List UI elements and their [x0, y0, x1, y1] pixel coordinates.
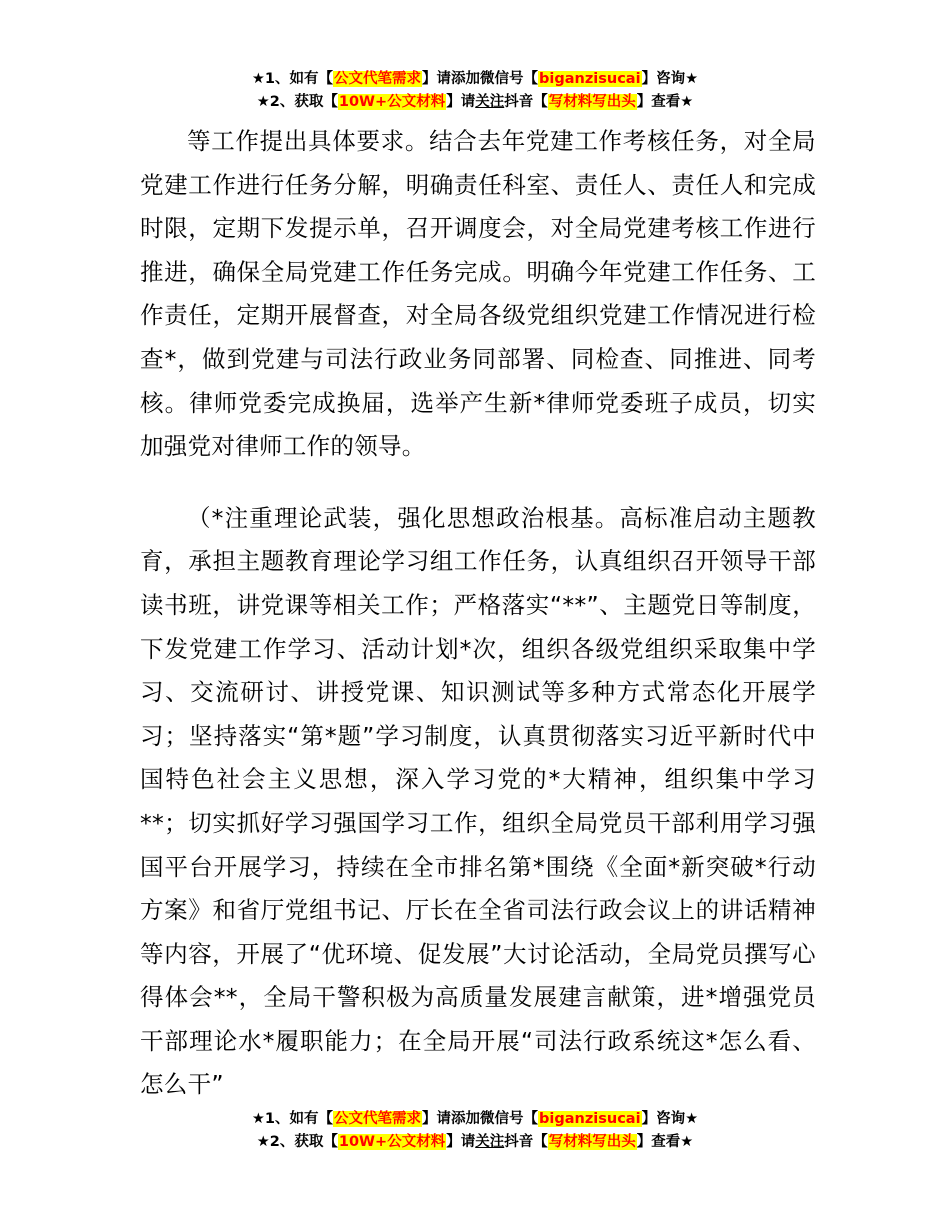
banner-text: 抖音【	[504, 94, 548, 110]
highlight-materials: 10W+公文材料	[338, 94, 446, 110]
banner-line-2	[0, 1131, 950, 1154]
paragraph-2: （*注重理论武装，强化思想政治根基。高标准启动主题教育，承担主题教育理论学习组工作任务，认真组织召开领导干部读书班，讲党课等相关工作；严格落实“**”、主题党日等制度，下发党建工作学习、活动计划*次，组织各级党组织采取集中学习、交流研讨、讲授党课、知识测试等多种方式常态化开展学习；坚持落实“第*题”学习制度，认真贯彻落实习近平新时代中国特色社会主义思想，深入学习党的*大精神，组织集中学习**；切实抓好学习强国学习工作，组织全局党员干部利用学习强国平台开展学习，持续在全市排名第*围绕《全面*新突破*行动方案》和省厅党组书记、厅长在全省司法行政会议上的讲话精神等内容，开展了“优环境、促发展”大讨论活动，全局党员撰写心得体会**，全局干警积极为高质量发展建言献策，进*增强党员干部理论水*履职能力；在全局开展“司法行政系统这*怎么看、怎么干”	[140, 503, 816, 1099]
star-icon: ★	[680, 94, 694, 110]
banner-text: 微信号【	[480, 71, 539, 87]
star-icon: ★	[256, 1134, 270, 1150]
banner-text: 】请	[446, 94, 476, 110]
star-icon: ★	[680, 1134, 694, 1150]
banner-text: 2、获取【	[269, 94, 338, 110]
star-icon: ★	[251, 71, 265, 87]
banner-text: 1、如有【	[264, 1111, 334, 1127]
banner-text: 】查看	[636, 94, 681, 110]
highlight-service: 公文代笔需求	[334, 1111, 422, 1127]
banner-line-1	[0, 1108, 950, 1131]
highlight-wechat-id: biganzisucai	[539, 71, 641, 87]
banner-text: 】请	[446, 1134, 476, 1150]
highlight-materials: 10W+公文材料	[338, 1134, 446, 1150]
banner-line-1	[0, 68, 950, 91]
star-icon: ★	[256, 94, 270, 110]
header-banner	[0, 68, 950, 114]
banner-line-2	[0, 91, 950, 114]
document-body	[140, 120, 816, 1107]
paragraph-1: 等工作提出具体要求。结合去年党建工作考核任务，对全局党建工作进行任务分解，明确责任科室、责任人、责任人和完成时限，定期下发提示单，召开调度会，对全局党建考核工作进行推进，确保全局党建工作任务完成。明确今年党建工作任务、工作责任，定期开展督查，对全局各级党组织党建工作情况进行检查*，做到党建与司法行政业务同部署、同检查、同推进、同考核。律师党委完成换届，选举产生新*律师党委班子成员，切实加强党对律师工作的领导。	[140, 127, 816, 461]
star-icon: ★	[685, 1111, 699, 1127]
highlight-douyin: 写材料写出头	[548, 94, 636, 110]
highlight-wechat-id: biganzisucai	[539, 1111, 641, 1127]
banner-text: 抖音【	[504, 1134, 548, 1150]
banner-text: 】请添加	[422, 1111, 481, 1127]
banner-text: 】请添加	[422, 71, 481, 87]
banner-text-underlined: 关注	[475, 94, 505, 110]
banner-text: 微信号【	[480, 1111, 539, 1127]
banner-text-underlined: 关注	[475, 1134, 505, 1150]
star-icon: ★	[251, 1111, 265, 1127]
banner-text: 2、获取【	[269, 1134, 338, 1150]
highlight-service: 公文代笔需求	[334, 71, 422, 87]
star-icon: ★	[685, 71, 699, 87]
highlight-douyin: 写材料写出头	[548, 1134, 636, 1150]
banner-text: 】查看	[636, 1134, 681, 1150]
banner-text: 】咨询	[641, 1111, 686, 1127]
footer-banner	[0, 1108, 950, 1154]
banner-text: 】咨询	[641, 71, 686, 87]
banner-text: 1、如有【	[264, 71, 334, 87]
